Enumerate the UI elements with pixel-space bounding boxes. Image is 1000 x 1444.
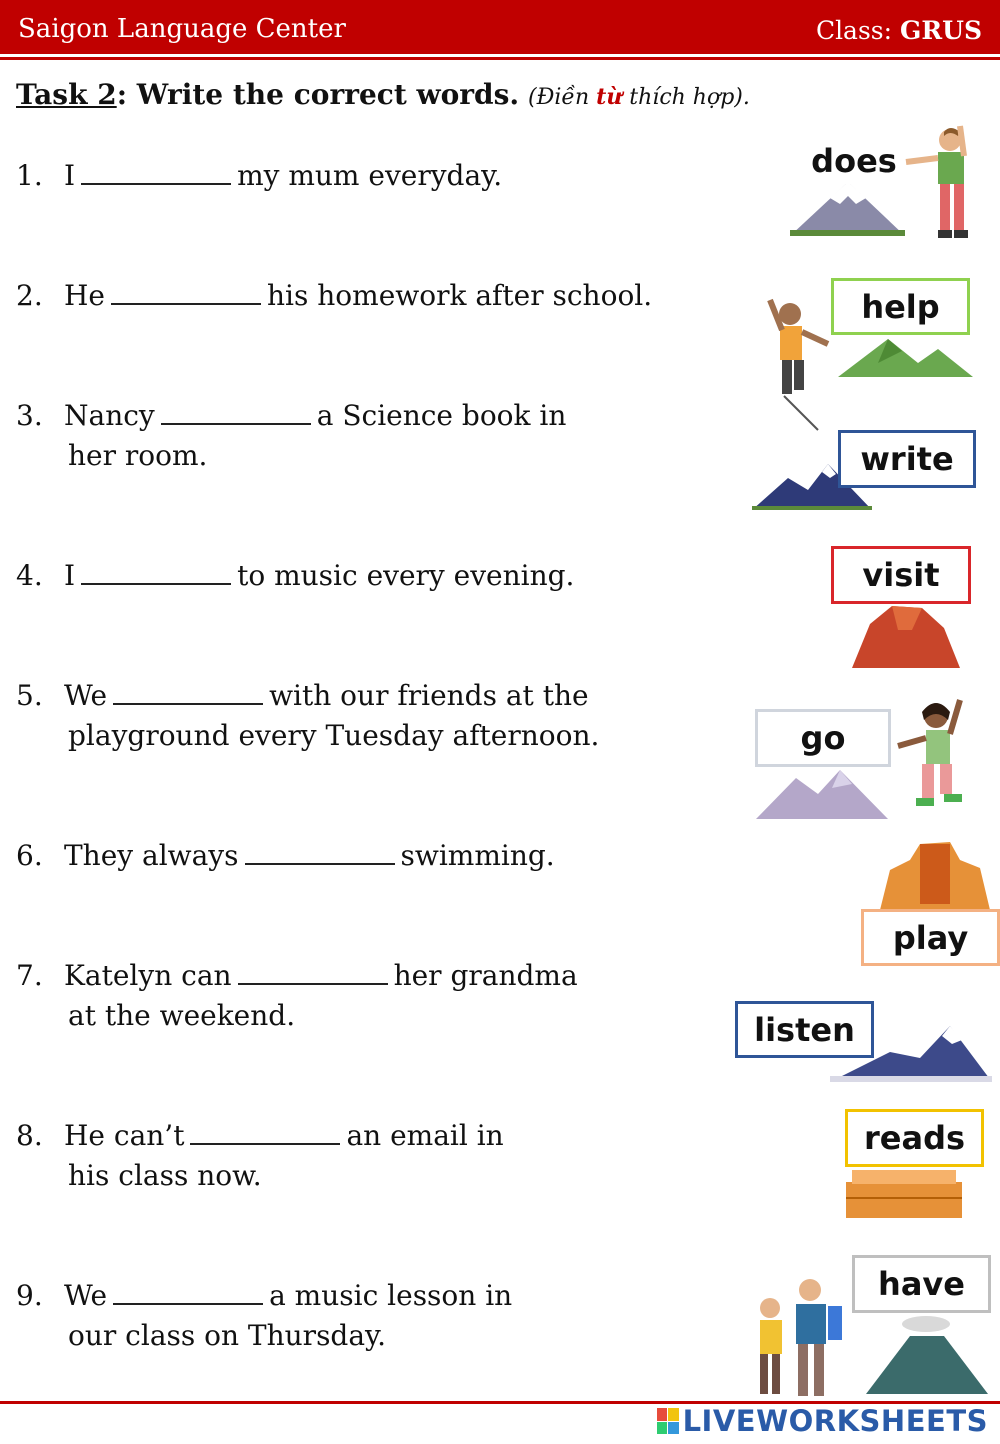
liveworksheets-brand: LIVEWORKSHEETS (682, 1404, 988, 1438)
climber-icon (892, 694, 992, 814)
task-note-highlight: từ (596, 84, 623, 110)
purple-mountain-icon (756, 764, 888, 819)
task-instruction: Write the correct words. (136, 78, 520, 111)
class-name: GRUS (900, 16, 982, 45)
question-1: 1. I my mum everyday. (16, 159, 503, 192)
snowy-mountain-icon (790, 178, 905, 238)
question-4: 4. I to music every evening. (16, 559, 575, 592)
question-3: 3. Nancy a Science book in her room. (16, 399, 567, 472)
red-rock-mountain-icon (852, 600, 960, 668)
word-chip-listen[interactable]: listen (735, 1001, 874, 1058)
word-chip-does[interactable]: does (808, 138, 900, 184)
word-chip-visit[interactable]: visit (831, 546, 971, 604)
hikers-icon (744, 1276, 844, 1400)
desert-mesa-icon (846, 1168, 962, 1218)
word-chip-help[interactable]: help (831, 278, 970, 335)
answer-blank-4[interactable] (81, 557, 231, 585)
word-chip-write[interactable]: write (838, 430, 976, 488)
climber-icon (760, 292, 835, 432)
answer-blank-2[interactable] (111, 277, 261, 305)
question-9: 9. We a music lesson in our class on Thursday. (16, 1279, 513, 1352)
header-bar (0, 0, 1000, 54)
orange-canyon-icon (880, 840, 990, 910)
volcano-icon (866, 1314, 988, 1394)
task-note: (Điền từ thích hợp). (528, 84, 750, 110)
answer-blank-9[interactable] (113, 1277, 263, 1305)
answer-blank-6[interactable] (245, 837, 395, 865)
green-mountain-icon (838, 333, 973, 378)
school-name: Saigon Language Center (18, 14, 346, 44)
word-chip-have[interactable]: have (852, 1255, 991, 1313)
class-info (816, 16, 982, 45)
liveworksheets-logo-icon (657, 1408, 679, 1434)
header-divider (0, 57, 1000, 60)
question-2: 2. He his homework after school. (16, 279, 653, 312)
climber-icon (900, 122, 980, 242)
question-6: 6. They always swimming. (16, 839, 555, 872)
word-chip-play[interactable]: play (861, 909, 1000, 966)
question-5: 5. We with our friends at the playground every Tuesday afternoon. (16, 679, 600, 752)
answer-blank-3[interactable] (161, 397, 311, 425)
class-label: Class: (815, 16, 893, 45)
answer-blank-1[interactable] (81, 157, 231, 185)
question-8: 8. He can’t an email in his class now. (16, 1119, 504, 1192)
liveworksheets-logo (657, 1404, 988, 1438)
question-7: 7. Katelyn can her grandma at the weekend. (16, 959, 578, 1032)
word-chip-reads[interactable]: reads (845, 1109, 984, 1167)
answer-blank-8[interactable] (190, 1117, 340, 1145)
task-title: Task 2: Write the correct words. (Điền từ thích hợp). (16, 78, 750, 111)
word-chip-go[interactable]: go (755, 709, 891, 767)
answer-blank-5[interactable] (113, 677, 263, 705)
answer-blank-7[interactable] (238, 957, 388, 985)
task-name: Task 2 (16, 78, 117, 111)
